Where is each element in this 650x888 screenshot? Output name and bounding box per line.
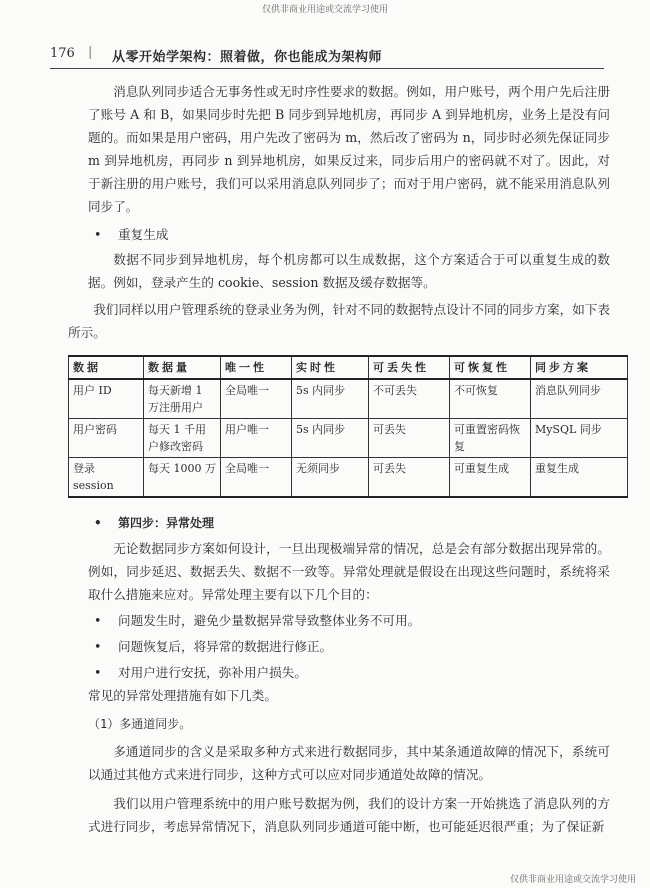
- page-header: [50, 44, 604, 69]
- table-cell: MySQL 同步: [531, 419, 628, 458]
- table-cell: 5s 内同步: [292, 419, 369, 458]
- paragraph-exception-intro: 无论数据同步方案如何设计，一旦出现极端异常的情况，总是会有部分数据出现异常的。例如，同步延迟、数据丢失、数据不一致等。异常处理就是假设在出现这些问题时，系统将采取什么措施来应对。异常处理主要有以下几个目的：: [88, 541, 610, 602]
- col-header-volume: 数据量: [144, 356, 221, 379]
- table-cell: 可重复生成: [450, 458, 531, 498]
- page-content: [68, 80, 610, 838]
- watermark-bottom: 仅供非商业用途或交流学习使用: [509, 875, 636, 885]
- watermark-top: 仅供非商业用途或交流学习使用: [261, 5, 388, 15]
- paragraph-multichannel: 多通道同步的含义是采取多种方式来进行数据同步，其中某条通道故障的情况下，系统可以通过其他方式来进行同步，这种方式可以应对同步通道处故障的情况。: [88, 744, 610, 782]
- table-header-row: [69, 356, 628, 379]
- page-number: 176: [50, 46, 75, 61]
- sync-scheme-table: [68, 355, 628, 498]
- table-cell: 每天新增 1 万注册用户: [144, 379, 221, 419]
- table-cell: 不可丢失: [369, 379, 450, 419]
- table-cell: 重复生成: [531, 458, 628, 498]
- table-cell: 用户唯一: [221, 419, 292, 458]
- table-cell: 登录 session: [69, 458, 144, 498]
- col-header-uniqueness: 唯一性: [221, 356, 292, 379]
- paragraph-measures-intro: 常见的异常处理措施有如下几类。: [88, 688, 277, 703]
- table-cell: 用户密码: [69, 419, 144, 458]
- table-cell: 可丢失: [369, 419, 450, 458]
- table-cell: 可重置密码恢复: [450, 419, 531, 458]
- paragraph-example: 我们以用户管理系统中的用户账号数据为例，我们的设计方案一开始挑选了消息队列的方式进行同步，考虑异常情况下，消息队列同步通道可能中断，也可能延迟很严重；为了保证新: [88, 796, 610, 834]
- list-item-goal-3: • 对用户进行安抚，弥补用户损失。: [88, 661, 610, 684]
- paragraph-mq-sync: 消息队列同步适合无事务性或无时序性要求的数据。例如，用户账号，两个用户先后注册了账号 A 和 B，如果同步时先把 B 同步到异地机房，再同步 A 到异地机房，业务上是没有问题的。而如果是用户密码，用户先改了密码为 m，然后改了密码为 n，同步时必须先保证同步 m 到异地机房，再同步 n 到异地机房，如果反过来，同步后用户的密码就不对了。因此，对于新注册的用户账号，我们可以采用消息队列同步了；而对于用户密码，就不能采用消息队列同步了。: [88, 84, 610, 214]
- table-cell: 全局唯一: [221, 379, 292, 419]
- subheading-multichannel: （1）多通道同步。: [88, 717, 192, 731]
- table-row: [69, 458, 628, 498]
- header-separator: |: [88, 45, 93, 60]
- col-header-realtime: 实时性: [292, 356, 369, 379]
- table-cell: 每天 1000 万: [144, 458, 221, 498]
- table-cell: 全局唯一: [221, 458, 292, 498]
- table-cell: 5s 内同步: [292, 379, 369, 419]
- table-cell: 不可恢复: [450, 379, 531, 419]
- table-cell: 用户 ID: [69, 379, 144, 419]
- table-row: [69, 379, 628, 419]
- list-item-goal-1: • 问题发生时，避免少量数据异常导致整体业务不可用。: [88, 609, 610, 632]
- list-item-goal-2: • 问题恢复后，将异常的数据进行修正。: [88, 635, 610, 658]
- table-cell: 消息队列同步: [531, 379, 628, 419]
- col-header-sync-scheme: 同步方案: [531, 356, 628, 379]
- bullet-regenerate: • 重复生成: [88, 223, 610, 246]
- col-header-recoverable: 可恢复性: [450, 356, 531, 379]
- col-header-data: 数据: [69, 356, 144, 379]
- table-cell: 无须同步: [292, 458, 369, 498]
- col-header-losable: 可丢失性: [369, 356, 450, 379]
- paragraph-table-intro: 我们同样以用户管理系统的登录业务为例，针对不同的数据特点设计不同的同步方案，如下表所示。: [68, 302, 610, 340]
- table-row: [69, 419, 628, 458]
- paragraph-regenerate: 数据不同步到异地机房，每个机房都可以生成数据，这个方案适合于可以重复生成的数据。例如，登录产生的 cookie、session 数据及缓存数据等。: [88, 252, 610, 290]
- table-cell: 每天 1 千用户修改密码: [144, 419, 221, 458]
- table-cell: 可丢失: [369, 458, 450, 498]
- step4-heading: • 第四步：异常处理: [88, 512, 610, 535]
- book-title: 从零开始学架构：照着做，你也能成为架构师: [112, 50, 383, 65]
